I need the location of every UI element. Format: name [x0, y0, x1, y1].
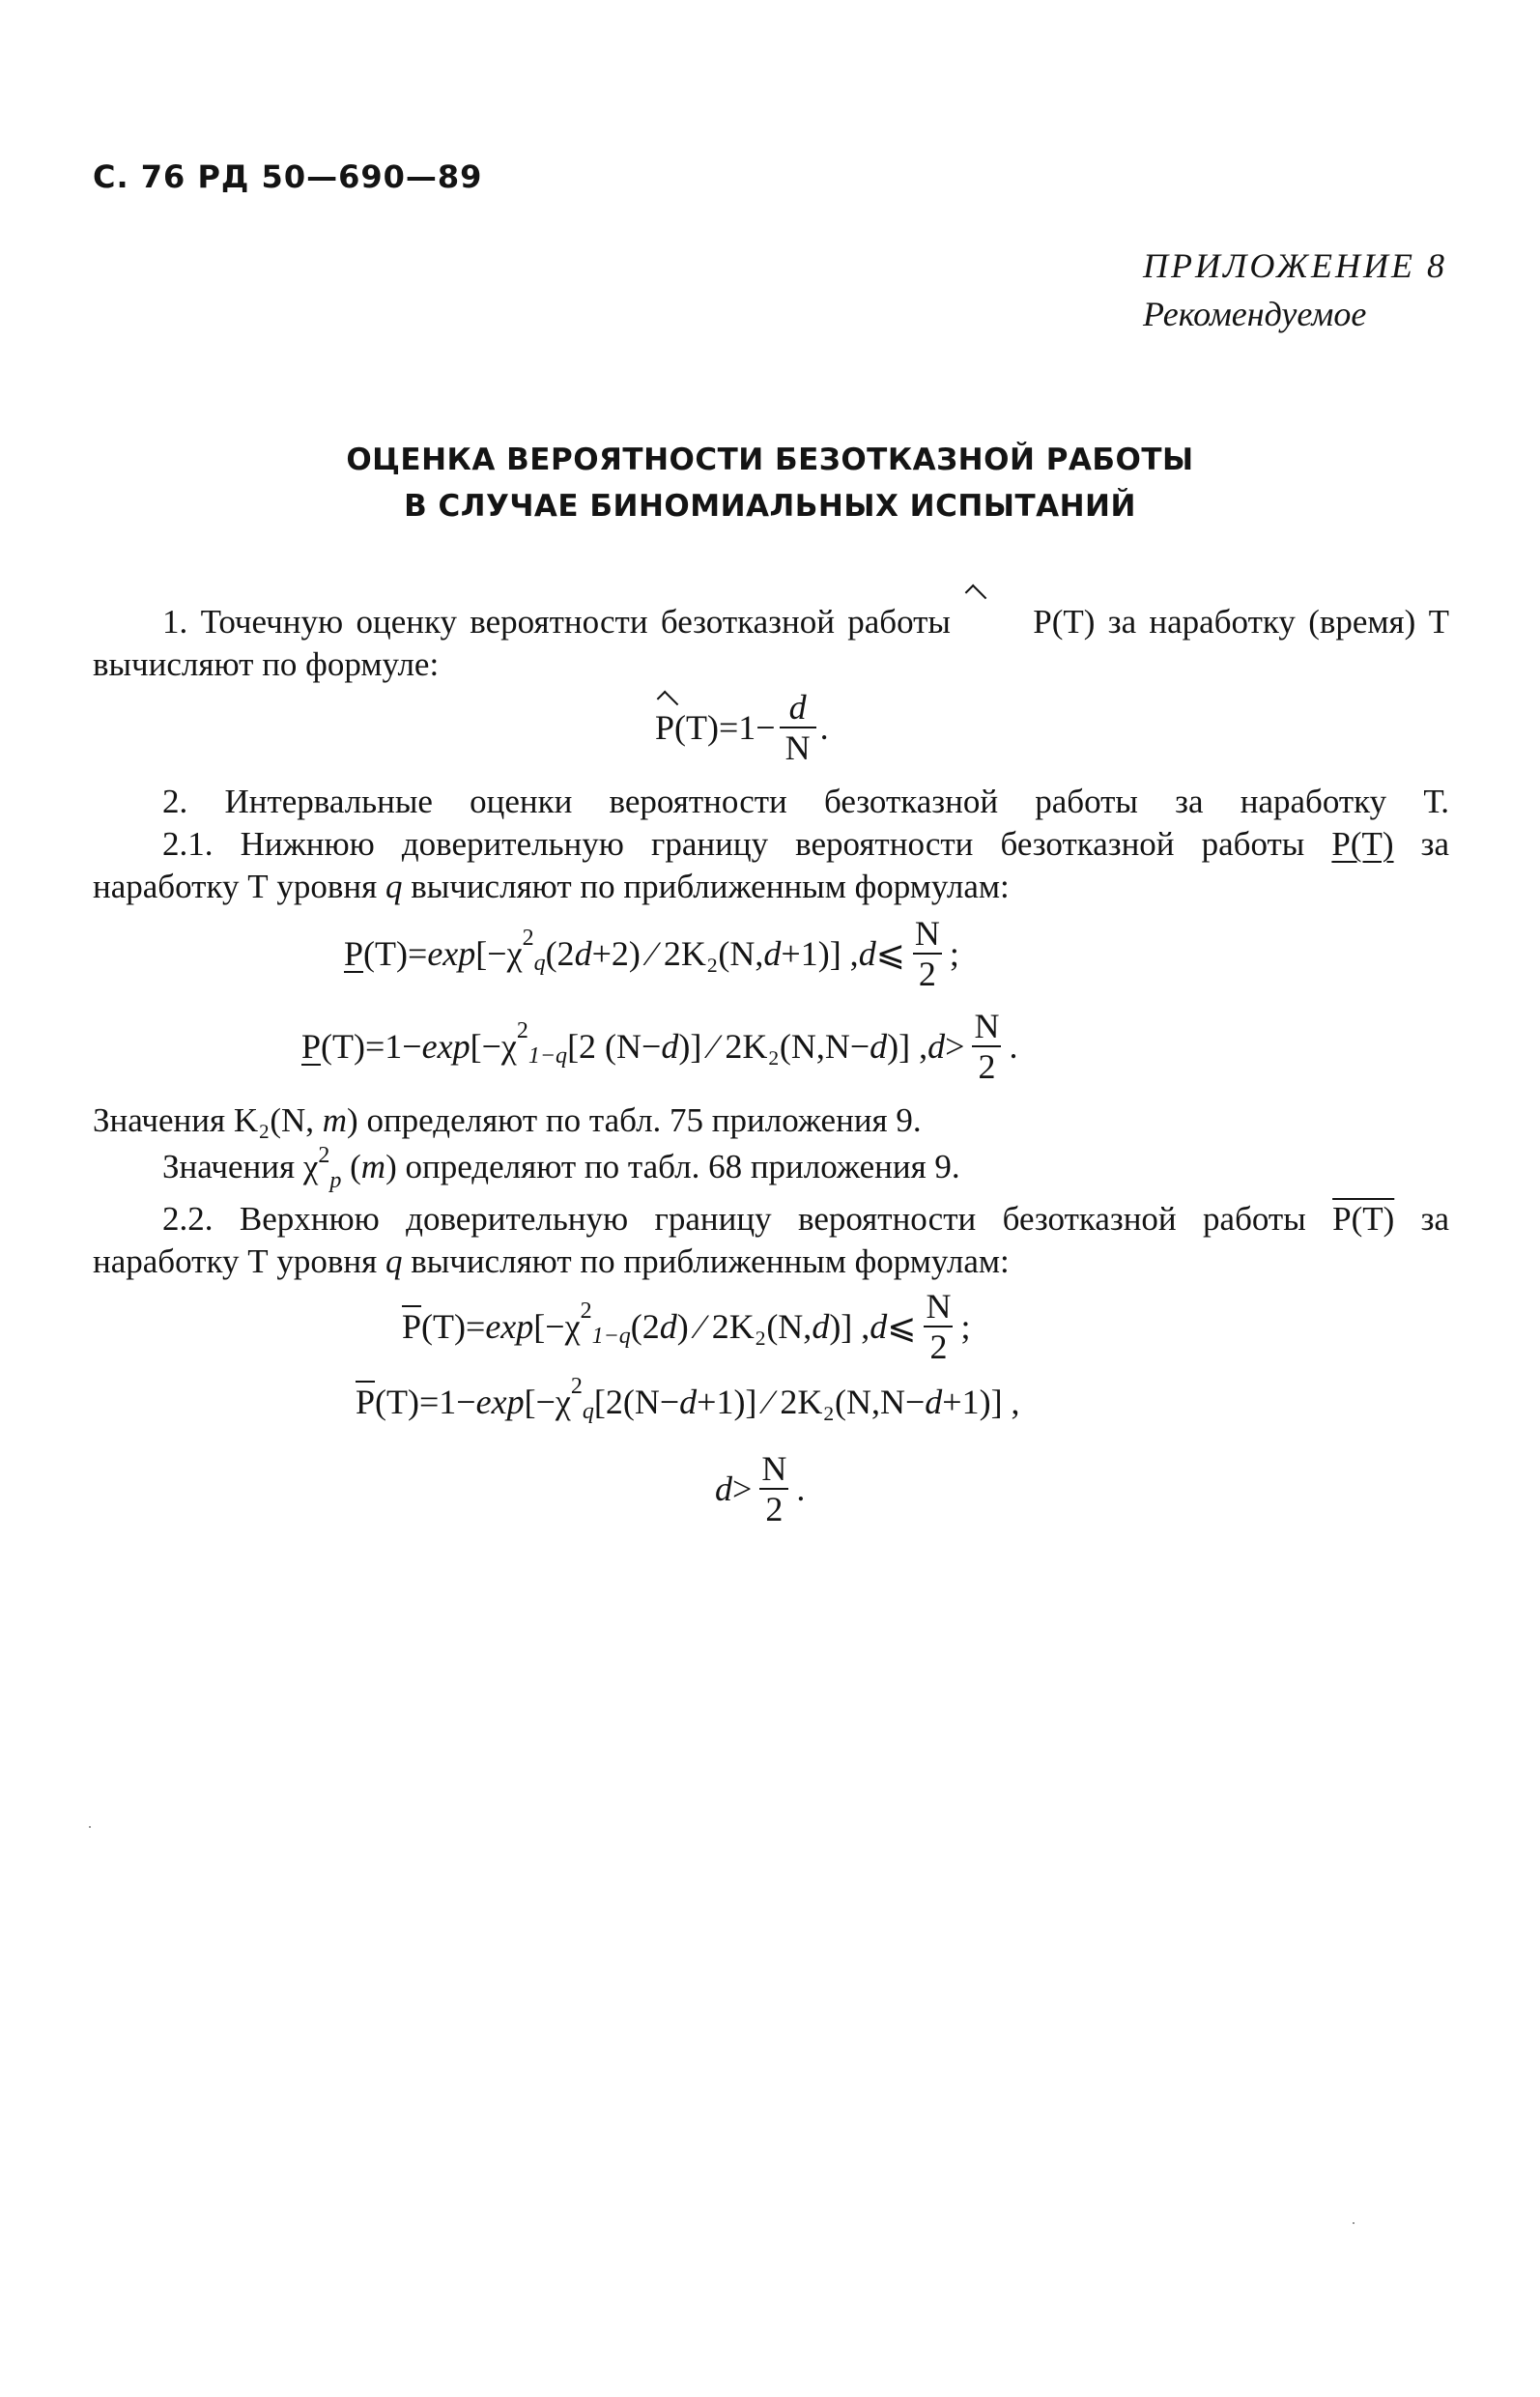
- formula-upper-bound-b-condition: d > $\frac{N}{2}$ .: [715, 1449, 806, 1528]
- note-chi-values: Значения $\chi^2_p$ (m) определяют по табл. 68 приложения 9.: [162, 1143, 960, 1193]
- formula-upper-bound-b: $\overline{P}$ (T)=1− exp [−χ 2 q [2(N− d +1)] ⁄ 2K₂(N,N− d +1)] ,: [356, 1373, 1020, 1424]
- formula-lower-bound-b: P (T)=1− exp [−χ 2 1−q [2 (N− d )] ⁄ 2K₂(N,N− d )] , d > $\frac{N}{2}$ .: [301, 1007, 1018, 1086]
- formula-lower-bound-a: P (T)= exp [−χ 2 q (2 d +2) ⁄ 2K₂(N, d +1)] , d ⩽ $\frac{N}{2}$ ;: [344, 914, 959, 993]
- formula-point-estimate: P(T)=1− $\frac{d}{N}$ .: [655, 688, 829, 767]
- paragraph-2-2: 2.2. Верхнюю доверительную границу вероятности безотказной работы P(T) за наработку Т уровня q вычисляют по приближенным формулам:: [93, 1200, 1449, 1280]
- formula-upper-bound-a: $\overline{P}$ (T)= exp [−χ 2 1−q (2 d ) ⁄ 2K₂(N, d )] , d ⩽ $\frac{N}{2}$ ;: [402, 1287, 971, 1366]
- fraction-d-over-n: $\frac{d}{N}$: [780, 688, 816, 767]
- title-line-2: В СЛУЧАЕ БИНОМИАЛЬНЫХ ИСПЫТАНИЙ: [404, 489, 1136, 524]
- p-hat-symbol: P(T): [963, 601, 1095, 643]
- scan-speck: [89, 1826, 91, 1828]
- appendix-status: Рекомендуемое: [1143, 295, 1367, 333]
- paragraph-2: 2. Интервальные оценки вероятности безотказной работы за наработку Т.: [162, 783, 1449, 820]
- appendix-block: [1143, 242, 1447, 338]
- note-k2-values: Значения K₂(N, m) определяют по табл. 75 приложения 9.: [93, 1101, 922, 1139]
- page-header: С. 76 РД 50—690—89: [93, 158, 483, 195]
- paragraph-2-1: 2.1. Нижнюю доверительную границу вероятности безотказной работы P(T) за наработку Т уровня q вычисляют по приближенным формулам:: [93, 825, 1449, 905]
- document-title: [0, 437, 1540, 529]
- scan-speck: [1353, 2222, 1355, 2224]
- title-line-1: ОЦЕНКА ВЕРОЯТНОСТИ БЕЗОТКАЗНОЙ РАБОТЫ: [346, 442, 1194, 477]
- appendix-label: ПРИЛОЖЕНИЕ 8: [1143, 246, 1447, 285]
- paragraph-1: 1. Точечную оценку вероятности безотказной работы P(T) за наработку (время) Т вычисляют по формуле:: [93, 603, 1450, 683]
- p-upper-symbol: P(T): [1332, 1200, 1395, 1238]
- p-lower-symbol: P(T): [1331, 825, 1394, 863]
